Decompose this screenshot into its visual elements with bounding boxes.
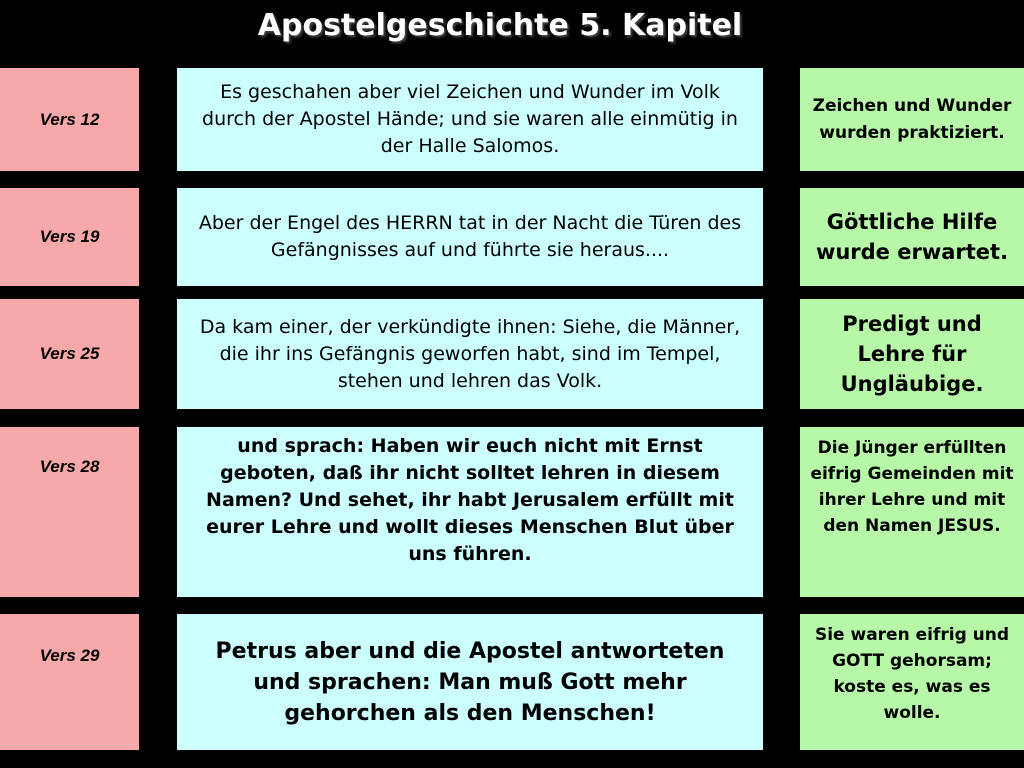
verse-quote-28: und sprach: Haben wir euch nicht mit Ernst geboten, daß ihr nicht solltet lehren in diesem Namen? Und sehet, ihr habt Jerusalem erfüllt mit eurer Lehre und wollt dieses Menschen Blut über uns führen. [177, 427, 763, 597]
verse-label-19: Vers 19 [0, 188, 139, 286]
verse-quote-12: Es geschahen aber viel Zeichen und Wunder im Volk durch der Apostel Hände; und sie waren alle einmütig in der Halle Salomos. [177, 68, 763, 171]
verse-quote-25: Da kam einer, der verkündigte ihnen: Siehe, die Männer, die ihr ins Gefängnis geworfen habt, sind im Tempel, stehen und lehren das Volk. [177, 299, 763, 409]
verse-note-28: Die Jünger erfüllten eifrig Gemeinden mit ihrer Lehre und mit den Namen JESUS. [800, 427, 1024, 597]
verse-label-25: Vers 25 [0, 299, 139, 409]
verse-quote-29: Petrus aber und die Apostel antworteten und sprachen: Man muß Gott mehr gehorchen als den Menschen! [177, 614, 763, 750]
verse-note-19: Göttliche Hilfe wurde erwartet. [800, 188, 1024, 286]
verse-label-29: Vers 29 [0, 614, 139, 750]
verse-note-12: Zeichen und Wunder wurden praktiziert. [800, 68, 1024, 171]
verse-label-28: Vers 28 [0, 427, 139, 597]
verse-label-12: Vers 12 [0, 68, 139, 171]
slide-title: Apostelgeschichte 5. Kapitel [257, 8, 743, 43]
verse-quote-19: Aber der Engel des HERRN tat in der Nacht die Türen des Gefängnisses auf und führte sie heraus.... [177, 188, 763, 286]
verse-note-29: Sie waren eifrig und GOTT gehorsam; koste es, was es wolle. [800, 614, 1024, 750]
verse-note-25: Predigt und Lehre für Ungläubige. [800, 299, 1024, 409]
